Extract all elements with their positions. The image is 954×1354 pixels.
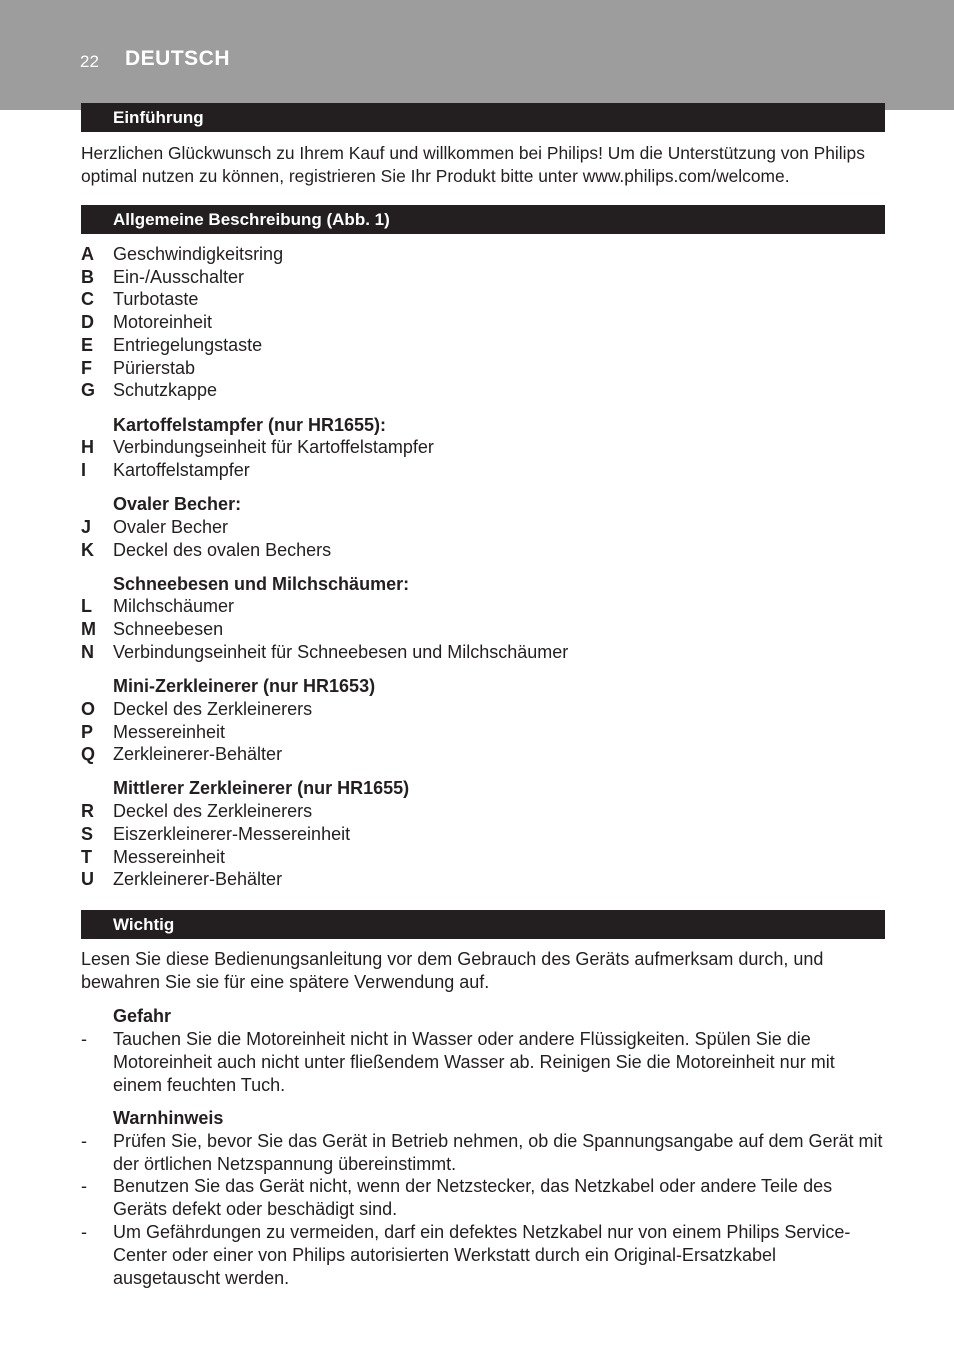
language-title: DEUTSCH [125,47,231,70]
item-letter: A [81,244,94,264]
item-letter: U [81,869,94,889]
bullet-text: Tauchen Sie die Motoreinheit nicht in Wasser oder andere Flüssigkeiten. Spülen Sie die Motoreinheit auch nicht unter fließendem Wasser ab. Reinigen Sie die Motoreinheit nur mit einem feuchten Tuch. [113,1029,835,1095]
item-letter: M [81,619,96,639]
item-text: Turbotaste [113,289,199,309]
item-text: Schutzkappe [113,380,218,400]
item-text: Messereinheit [113,722,226,742]
item-text: Deckel des Zerkleinerers [113,699,313,719]
item-letter: C [81,289,94,309]
section-title: Allgemeine Beschreibung (Abb. 1) [113,210,390,229]
item-letter: T [81,847,92,867]
section-title: Einführung [113,108,204,127]
section-heading-introduction [81,103,885,132]
page-header-band [0,0,954,110]
item-text: Zerkleinerer-Behälter [113,869,283,889]
item-text: Ovaler Becher [113,517,229,537]
group-heading-oval-beaker: Ovaler Becher: [113,494,242,514]
group-heading-medium-chopper: Mittlerer Zerkleinerer (nur HR1655) [113,778,410,798]
item-text: Eiszerkleinerer-Messereinheit [113,824,351,844]
item-letter: I [81,460,87,480]
item-text: Ein-/Ausschalter [113,267,245,287]
item-text: Pürierstab [113,358,196,378]
item-letter: H [81,437,94,457]
item-letter: J [81,517,92,537]
section-heading-general-description [81,205,885,234]
page-number: 22 [80,52,99,71]
item-letter: P [81,722,94,742]
item-text: Geschwindigkeitsring [113,244,284,264]
item-letter: N [81,642,94,662]
item-letter: O [81,699,96,719]
bullet-text: Um Gefährdungen zu vermeiden, darf ein defektes Netzkabel nur von einem Philips Service-Center oder einer von Philips autorisierten Werkstatt durch ein Original-Ersatzkabel ausgetauscht werden. [113,1222,851,1288]
bullet-dash: - [81,1222,87,1242]
group-heading-mini-chopper: Mini-Zerkleinerer (nur HR1653) [113,676,376,696]
item-text: Motoreinheit [113,312,213,332]
bullet-dash: - [81,1029,87,1049]
group-heading-potato-masher: Kartoffelstampfer (nur HR1655): [113,415,387,435]
item-letter: G [81,380,96,400]
item-letter: K [81,540,94,560]
item-letter: F [81,358,92,378]
bullet-dash: - [81,1131,87,1151]
item-text: Entriegelungstaste [113,335,263,355]
item-letter: D [81,312,94,332]
item-text: Milchschäumer [113,596,235,616]
item-letter: R [81,801,94,821]
item-text: Messereinheit [113,847,226,867]
bullet-text: Prüfen Sie, bevor Sie das Gerät in Betrieb nehmen, ob die Spannungsangabe auf dem Gerät mit der örtlichen Netzspannung übereinstimmt. [113,1131,883,1174]
item-text: Deckel des Zerkleinerers [113,801,313,821]
item-letter: B [81,267,94,287]
section-heading-important [81,910,885,939]
group-heading-whisk-frother: Schneebesen und Milchschäumer: [113,574,410,594]
intro-paragraph: Herzlichen Glückwunsch zu Ihrem Kauf und willkommen bei Philips! Um die Unterstützung von Philips optimal nutzen zu können, registrieren Sie Ihr Produkt bitte unter www.philips.com/welcome. [81,143,865,186]
danger-heading: Gefahr [113,1006,172,1026]
bullet-dash: - [81,1176,87,1196]
item-text: Verbindungseinheit für Schneebesen und Milchschäumer [113,642,569,662]
item-letter: L [81,596,92,616]
item-text: Deckel des ovalen Bechers [113,540,332,560]
item-text: Zerkleinerer-Behälter [113,744,283,764]
warning-heading: Warnhinweis [113,1108,224,1128]
item-text: Verbindungseinheit für Kartoffelstampfer [113,437,434,457]
section-title: Wichtig [113,915,175,934]
item-letter: E [81,335,94,355]
item-letter: S [81,824,94,844]
bullet-text: Benutzen Sie das Gerät nicht, wenn der Netzstecker, das Netzkabel oder andere Teile des Geräts defekt oder beschädigt sind. [113,1176,833,1219]
important-paragraph: Lesen Sie diese Bedienungsanleitung vor dem Gebrauch des Geräts aufmerksam durch, und bewahren Sie sie für eine spätere Verwendung auf. [81,949,824,992]
item-text: Kartoffelstampfer [113,460,250,480]
item-letter: Q [81,744,96,764]
item-text: Schneebesen [113,619,224,639]
